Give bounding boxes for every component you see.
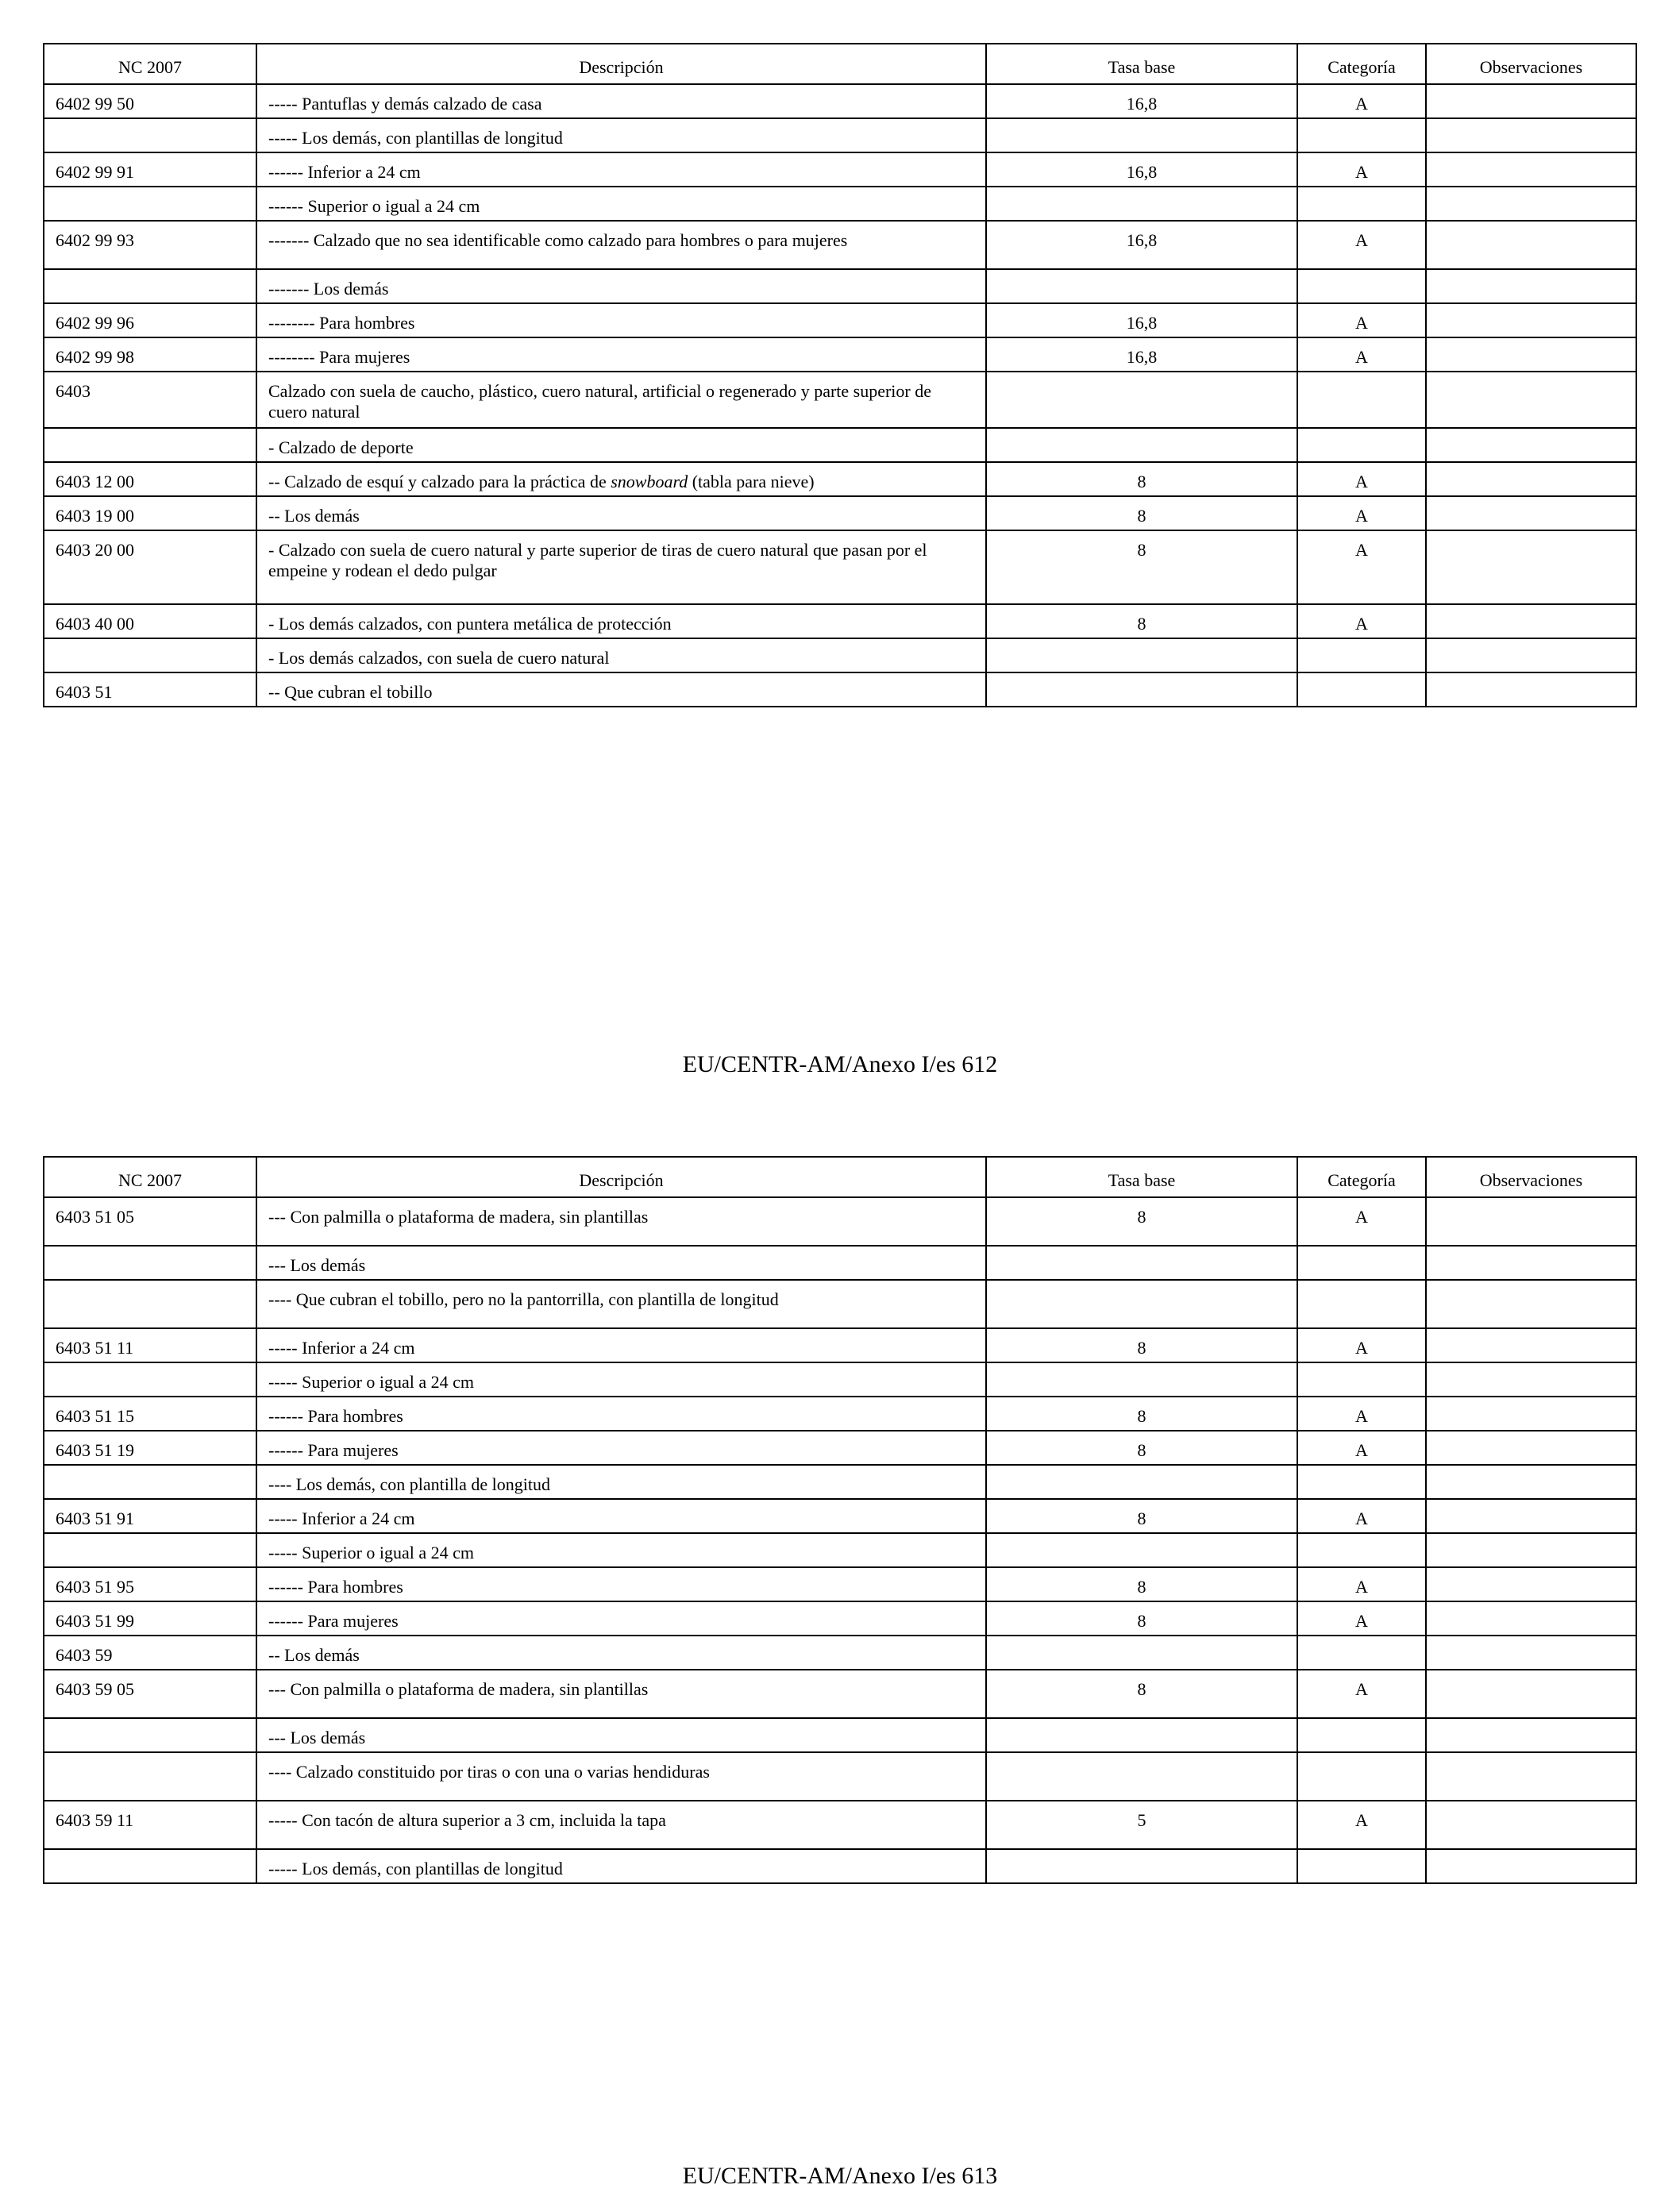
description-cell: ----- Inferior a 24 cm <box>256 1328 986 1362</box>
tasa-base-cell: 8 <box>986 604 1297 638</box>
nc-cell <box>44 1849 256 1883</box>
observaciones-cell <box>1426 84 1636 118</box>
tariff-table-page-613 <box>43 1156 1637 1884</box>
description-cell: -------- Para mujeres <box>256 337 986 372</box>
categoria-cell <box>1297 1533 1426 1567</box>
description-cell: ------- Calzado que no sea identificable como calzado para hombres o para mujeres <box>256 221 986 269</box>
categoria-cell <box>1297 428 1426 462</box>
description-cell: ----- Inferior a 24 cm <box>256 1499 986 1533</box>
observaciones-cell <box>1426 1397 1636 1431</box>
observaciones-cell <box>1426 672 1636 707</box>
description-cell: ---- Los demás, con plantilla de longitud <box>256 1465 986 1499</box>
nc-cell: 6402 99 50 <box>44 84 256 118</box>
categoria-cell: A <box>1297 303 1426 337</box>
table-row <box>44 496 1636 530</box>
tasa-base-cell <box>986 187 1297 221</box>
categoria-cell: A <box>1297 1801 1426 1849</box>
table-row <box>44 187 1636 221</box>
table-row <box>44 1752 1636 1801</box>
table-row <box>44 1670 1636 1718</box>
categoria-cell: A <box>1297 84 1426 118</box>
tasa-base-cell: 8 <box>986 1431 1297 1465</box>
nc-cell: 6402 99 91 <box>44 152 256 187</box>
tasa-base-cell <box>986 1636 1297 1670</box>
observaciones-cell <box>1426 1849 1636 1883</box>
table-row <box>44 1533 1636 1567</box>
table-row <box>44 462 1636 496</box>
observaciones-cell <box>1426 118 1636 152</box>
tasa-base-cell: 16,8 <box>986 152 1297 187</box>
observaciones-cell <box>1426 269 1636 303</box>
table-row <box>44 1567 1636 1601</box>
header-observaciones: Observaciones <box>1426 44 1636 84</box>
nc-cell: 6403 51 05 <box>44 1197 256 1246</box>
categoria-cell: A <box>1297 1431 1426 1465</box>
nc-cell: 6403 59 05 <box>44 1670 256 1718</box>
tasa-base-cell <box>986 269 1297 303</box>
description-cell: ----- Superior o igual a 24 cm <box>256 1533 986 1567</box>
nc-cell <box>44 269 256 303</box>
table-row <box>44 1636 1636 1670</box>
categoria-cell <box>1297 118 1426 152</box>
tasa-base-cell: 8 <box>986 1567 1297 1601</box>
table-row <box>44 303 1636 337</box>
observaciones-cell <box>1426 337 1636 372</box>
tasa-base-cell <box>986 1752 1297 1801</box>
categoria-cell: A <box>1297 462 1426 496</box>
tasa-base-cell <box>986 638 1297 672</box>
description-text: (tabla para nieve) <box>688 472 815 491</box>
categoria-cell: A <box>1297 337 1426 372</box>
observaciones-cell <box>1426 1533 1636 1567</box>
observaciones-cell <box>1426 1362 1636 1397</box>
table-row <box>44 1397 1636 1431</box>
observaciones-cell <box>1426 428 1636 462</box>
tariff-table-page-612 <box>43 43 1637 707</box>
nc-cell: 6403 12 00 <box>44 462 256 496</box>
nc-cell <box>44 1362 256 1397</box>
table-row <box>44 337 1636 372</box>
description-cell: ----- Los demás, con plantillas de longitud <box>256 118 986 152</box>
nc-cell: 6403 59 <box>44 1636 256 1670</box>
nc-cell: 6403 51 <box>44 672 256 707</box>
categoria-cell: A <box>1297 496 1426 530</box>
nc-cell: 6403 51 11 <box>44 1328 256 1362</box>
table-row <box>44 428 1636 462</box>
header-tasa-base: Tasa base <box>986 1157 1297 1197</box>
observaciones-cell <box>1426 1801 1636 1849</box>
nc-cell: 6402 99 98 <box>44 337 256 372</box>
description-cell: -- Los demás <box>256 496 986 530</box>
tasa-base-cell: 16,8 <box>986 221 1297 269</box>
description-cell: ------ Para mujeres <box>256 1601 986 1636</box>
table-row <box>44 1328 1636 1362</box>
observaciones-cell <box>1426 1246 1636 1280</box>
nc-cell: 6403 <box>44 372 256 428</box>
table-row <box>44 152 1636 187</box>
table-row <box>44 269 1636 303</box>
description-cell: -- Que cubran el tobillo <box>256 672 986 707</box>
page-footer-612: EU/CENTR-AM/Anexo I/es 612 <box>682 1051 998 1077</box>
table-row <box>44 1849 1636 1883</box>
nc-cell: 6402 99 93 <box>44 221 256 269</box>
nc-cell: 6403 51 91 <box>44 1499 256 1533</box>
categoria-cell <box>1297 269 1426 303</box>
observaciones-cell <box>1426 303 1636 337</box>
description-text: -- Calzado de esquí y calzado para la práctica de <box>268 472 611 491</box>
description-cell: ----- Con tacón de altura superior a 3 cm, incluida la tapa <box>256 1801 986 1849</box>
tasa-base-cell: 5 <box>986 1801 1297 1849</box>
header-tasa-base: Tasa base <box>986 44 1297 84</box>
nc-cell: 6403 51 19 <box>44 1431 256 1465</box>
description-cell: - Los demás calzados, con suela de cuero natural <box>256 638 986 672</box>
nc-cell: 6403 19 00 <box>44 496 256 530</box>
observaciones-cell <box>1426 604 1636 638</box>
tasa-base-cell <box>986 1246 1297 1280</box>
header-nc: NC 2007 <box>44 44 256 84</box>
table-row <box>44 1718 1636 1752</box>
nc-cell <box>44 638 256 672</box>
table-row <box>44 530 1636 604</box>
tasa-base-cell <box>986 1280 1297 1328</box>
categoria-cell: A <box>1297 530 1426 604</box>
description-cell: --- Los demás <box>256 1246 986 1280</box>
description-cell: -- Los demás <box>256 1636 986 1670</box>
nc-cell <box>44 1246 256 1280</box>
table-row <box>44 604 1636 638</box>
tasa-base-cell <box>986 1465 1297 1499</box>
description-cell: --- Con palmilla o plataforma de madera, sin plantillas <box>256 1197 986 1246</box>
header-categoria: Categoría <box>1297 1157 1426 1197</box>
table-body <box>44 1197 1636 1883</box>
nc-cell <box>44 118 256 152</box>
categoria-cell <box>1297 1362 1426 1397</box>
description-cell: ---- Que cubran el tobillo, pero no la pantorrilla, con plantilla de longitud <box>256 1280 986 1328</box>
description-cell: ----- Superior o igual a 24 cm <box>256 1362 986 1397</box>
observaciones-cell <box>1426 1431 1636 1465</box>
tasa-base-cell: 8 <box>986 1670 1297 1718</box>
nc-cell <box>44 1280 256 1328</box>
description-cell: ----- Pantuflas y demás calzado de casa <box>256 84 986 118</box>
tasa-base-cell <box>986 1362 1297 1397</box>
observaciones-cell <box>1426 1718 1636 1752</box>
categoria-cell <box>1297 1465 1426 1499</box>
categoria-cell: A <box>1297 152 1426 187</box>
nc-cell: 6403 51 15 <box>44 1397 256 1431</box>
description-cell <box>256 462 986 496</box>
page-footer-613: EU/CENTR-AM/Anexo I/es 613 <box>682 2163 998 2189</box>
description-cell: --- Con palmilla o plataforma de madera, sin plantillas <box>256 1670 986 1718</box>
nc-cell <box>44 1718 256 1752</box>
categoria-cell <box>1297 1636 1426 1670</box>
observaciones-cell <box>1426 1670 1636 1718</box>
description-cell: ------ Para hombres <box>256 1567 986 1601</box>
header-observaciones: Observaciones <box>1426 1157 1636 1197</box>
observaciones-cell <box>1426 1752 1636 1801</box>
tasa-base-cell <box>986 1533 1297 1567</box>
description-cell: ---- Calzado constituido por tiras o con una o varias hendiduras <box>256 1752 986 1801</box>
observaciones-cell <box>1426 496 1636 530</box>
observaciones-cell <box>1426 372 1636 428</box>
categoria-cell: A <box>1297 604 1426 638</box>
categoria-cell <box>1297 1718 1426 1752</box>
observaciones-cell <box>1426 221 1636 269</box>
tasa-base-cell: 16,8 <box>986 337 1297 372</box>
table-row <box>44 372 1636 428</box>
nc-cell: 6403 59 11 <box>44 1801 256 1849</box>
nc-cell <box>44 187 256 221</box>
nc-cell: 6403 40 00 <box>44 604 256 638</box>
nc-cell <box>44 1752 256 1801</box>
categoria-cell <box>1297 1280 1426 1328</box>
table-row <box>44 1431 1636 1465</box>
tasa-base-cell: 8 <box>986 496 1297 530</box>
description-cell: -------- Para hombres <box>256 303 986 337</box>
description-cell: ------- Los demás <box>256 269 986 303</box>
observaciones-cell <box>1426 152 1636 187</box>
description-cell: --- Los demás <box>256 1718 986 1752</box>
observaciones-cell <box>1426 1280 1636 1328</box>
categoria-cell <box>1297 372 1426 428</box>
categoria-cell <box>1297 1849 1426 1883</box>
description-cell: Calzado con suela de caucho, plástico, cuero natural, artificial o regenerado y parte superior de cuero natural <box>256 372 986 428</box>
description-cell: - Los demás calzados, con puntera metálica de protección <box>256 604 986 638</box>
observaciones-cell <box>1426 1636 1636 1670</box>
observaciones-cell <box>1426 1499 1636 1533</box>
header-descripcion: Descripción <box>256 1157 986 1197</box>
tasa-base-cell <box>986 672 1297 707</box>
nc-cell: 6403 51 95 <box>44 1567 256 1601</box>
table-row <box>44 118 1636 152</box>
tasa-base-cell: 16,8 <box>986 303 1297 337</box>
description-cell: ------ Superior o igual a 24 cm <box>256 187 986 221</box>
tasa-base-cell <box>986 1718 1297 1752</box>
description-cell: - Calzado de deporte <box>256 428 986 462</box>
categoria-cell <box>1297 1752 1426 1801</box>
tasa-base-cell <box>986 372 1297 428</box>
nc-cell: 6403 51 99 <box>44 1601 256 1636</box>
categoria-cell <box>1297 638 1426 672</box>
header-categoria: Categoría <box>1297 44 1426 84</box>
nc-cell: 6403 20 00 <box>44 530 256 604</box>
table-row <box>44 638 1636 672</box>
table-row <box>44 1801 1636 1849</box>
table-body <box>44 84 1636 707</box>
table-row <box>44 1197 1636 1246</box>
observaciones-cell <box>1426 187 1636 221</box>
description-cell: ------ Inferior a 24 cm <box>256 152 986 187</box>
categoria-cell <box>1297 672 1426 707</box>
categoria-cell: A <box>1297 1397 1426 1431</box>
observaciones-cell <box>1426 462 1636 496</box>
table-row <box>44 1499 1636 1533</box>
categoria-cell <box>1297 187 1426 221</box>
tasa-base-cell: 8 <box>986 530 1297 604</box>
observaciones-cell <box>1426 1197 1636 1246</box>
tasa-base-cell <box>986 428 1297 462</box>
table-row <box>44 1465 1636 1499</box>
tasa-base-cell <box>986 1849 1297 1883</box>
tasa-base-cell: 8 <box>986 1328 1297 1362</box>
tasa-base-cell: 16,8 <box>986 84 1297 118</box>
description-cell: ----- Los demás, con plantillas de longitud <box>256 1849 986 1883</box>
tasa-base-cell: 8 <box>986 462 1297 496</box>
observaciones-cell <box>1426 1465 1636 1499</box>
header-descripcion: Descripción <box>256 44 986 84</box>
categoria-cell: A <box>1297 1197 1426 1246</box>
nc-cell <box>44 428 256 462</box>
italic-term: snowboard <box>611 472 688 491</box>
table-row <box>44 1601 1636 1636</box>
categoria-cell <box>1297 1246 1426 1280</box>
categoria-cell: A <box>1297 1601 1426 1636</box>
description-cell: - Calzado con suela de cuero natural y parte superior de tiras de cuero natural que pasan por el empeine y rodean el dedo pulgar <box>256 530 986 604</box>
categoria-cell: A <box>1297 1567 1426 1601</box>
description-cell: ------ Para hombres <box>256 1397 986 1431</box>
tasa-base-cell: 8 <box>986 1601 1297 1636</box>
header-nc: NC 2007 <box>44 1157 256 1197</box>
observaciones-cell <box>1426 530 1636 604</box>
table-row <box>44 221 1636 269</box>
observaciones-cell <box>1426 1328 1636 1362</box>
categoria-cell: A <box>1297 1670 1426 1718</box>
tasa-base-cell <box>986 118 1297 152</box>
nc-cell <box>44 1533 256 1567</box>
nc-cell: 6402 99 96 <box>44 303 256 337</box>
categoria-cell: A <box>1297 221 1426 269</box>
table-row <box>44 1246 1636 1280</box>
tasa-base-cell: 8 <box>986 1197 1297 1246</box>
observaciones-cell <box>1426 1601 1636 1636</box>
description-cell: ------ Para mujeres <box>256 1431 986 1465</box>
table-row <box>44 84 1636 118</box>
observaciones-cell <box>1426 638 1636 672</box>
table-row <box>44 1280 1636 1328</box>
table-row <box>44 672 1636 707</box>
tasa-base-cell: 8 <box>986 1397 1297 1431</box>
categoria-cell: A <box>1297 1328 1426 1362</box>
categoria-cell: A <box>1297 1499 1426 1533</box>
table-header-row <box>44 44 1636 84</box>
table-header-row <box>44 1157 1636 1197</box>
tasa-base-cell: 8 <box>986 1499 1297 1533</box>
table-row <box>44 1362 1636 1397</box>
observaciones-cell <box>1426 1567 1636 1601</box>
nc-cell <box>44 1465 256 1499</box>
